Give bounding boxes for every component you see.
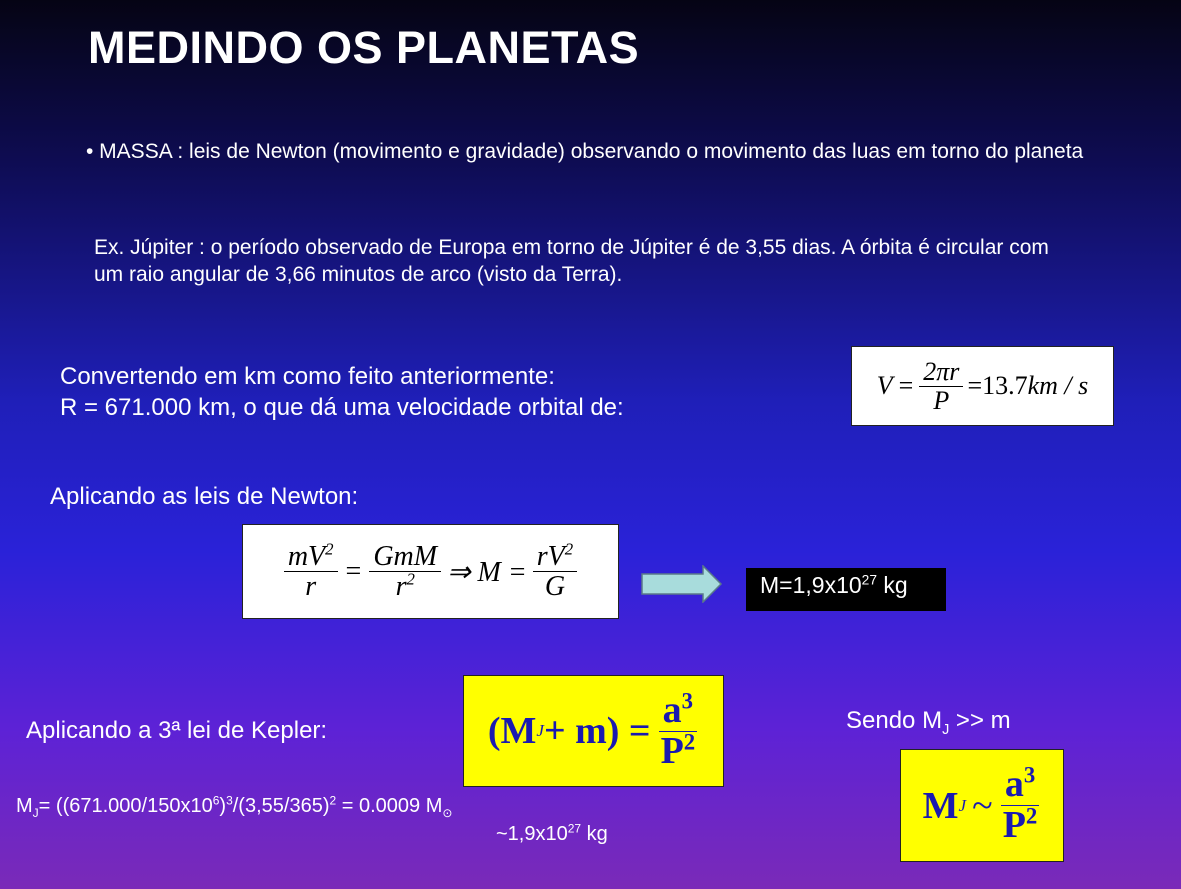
newton-result-prefix: M=1,9x10 (760, 572, 862, 598)
kepler-lhs-close: + m) = (543, 710, 651, 752)
newton-implies: ⇒ M = (447, 556, 527, 588)
newton-f1-num-exp: 2 (325, 539, 334, 559)
newton-fraction-1 (284, 539, 338, 602)
comp-p2-exp: 6 (212, 793, 220, 808)
sendo-suffix: >> m (949, 707, 1011, 734)
kepler-num: a (662, 688, 682, 731)
velocity-units: km / s (1027, 371, 1089, 400)
newton-fraction-2 (369, 542, 441, 602)
velocity-equals: = (898, 371, 914, 400)
newton-f3-den: G (544, 571, 566, 602)
comp-p1: M (16, 795, 33, 817)
newton-f2-den: r (395, 571, 407, 602)
comp-approx-prefix: ~1,9x10 (496, 823, 568, 845)
kepler-den-exp: 2 (683, 728, 696, 754)
approx-den: P (1002, 804, 1026, 846)
sun-symbol-icon: ⊙ (442, 806, 453, 820)
comp-p3-exp: 3 (226, 793, 233, 808)
newton-f3-num-exp: 2 (564, 539, 574, 559)
newton-result-exp: 27 (861, 572, 878, 588)
velocity-result: =13.7 (967, 371, 1028, 400)
approx-num: a (1004, 763, 1024, 806)
comp-p1-sub: J (32, 806, 39, 820)
newton-result (746, 568, 946, 611)
right-arrow-icon (641, 565, 723, 603)
velocity-fraction (919, 358, 963, 414)
newton-f1-den: r (305, 571, 317, 602)
comp-p3: ) (219, 795, 227, 817)
comp-approx-suffix: kg (581, 823, 608, 845)
newton-formula (242, 524, 619, 619)
convert-line-2: R = 671.000 km, o que dá uma velocidade orbital de: (60, 394, 624, 421)
comp-p2: = ((671.000/150x10 (38, 795, 213, 817)
comp-p5: = 0.0009 M (336, 795, 443, 817)
kepler-lhs-open: (M (487, 710, 537, 752)
computation-line (16, 795, 452, 818)
velocity-formula (851, 346, 1114, 426)
convert-line-1: Convertendo em km como feito anteriormente: (60, 363, 555, 390)
bullet-mass: • MASSA : leis de Newton (movimento e gravidade) observando o movimento das luas em torno do planeta (86, 140, 1084, 163)
sendo-text (846, 706, 1011, 736)
comp-approx-exp: 27 (567, 821, 582, 836)
approx-lhs: M (922, 784, 959, 827)
newton-result-suffix: kg (877, 572, 908, 598)
kepler-den: P (660, 729, 684, 772)
newton-f1-num: mV (287, 540, 326, 572)
kepler-num-exp: 3 (681, 687, 694, 713)
newton-f3-num: rV (536, 540, 565, 572)
velocity-denominator: P (933, 385, 950, 415)
slide-title: MEDINDO OS PLANETAS (88, 22, 640, 73)
kepler-label: Aplicando a 3ª lei de Kepler: (26, 717, 328, 744)
approx-den-exp: 2 (1025, 803, 1038, 829)
newton-equals-icon: = (345, 555, 362, 587)
sendo-prefix: Sendo M (846, 707, 943, 734)
comp-p4-exp: 2 (329, 793, 337, 808)
approx-fraction (999, 762, 1042, 846)
sendo-sub: J (942, 721, 950, 738)
velocity-lhs: V (876, 371, 893, 400)
newton-label: Aplicando as leis de Newton: (50, 483, 359, 510)
approx-op: ~ (972, 784, 993, 827)
comp-p4: /(3,55/365) (232, 795, 330, 817)
velocity-numerator: 2πr (919, 358, 963, 386)
approx-num-exp: 3 (1023, 762, 1036, 788)
example-jupiter: Ex. Júpiter : o período observado de Europa em torno de Júpiter é de 3,55 dias. A órbita é circular com um raio angular de 3,66 minutos de arco (visto da Terra). (94, 236, 1049, 286)
newton-fraction-3 (533, 539, 577, 602)
newton-f2-num: GmM (369, 542, 441, 572)
approx-formula: M J ~ $\frac{a^3}{P^2}$ (900, 749, 1064, 862)
kepler-formula: (M J + m) = $\frac{a^3}{P^2}$ (463, 675, 724, 787)
kepler-fraction (657, 687, 700, 772)
newton-f2-den-exp: 2 (406, 569, 415, 589)
computation-approx (496, 823, 608, 846)
